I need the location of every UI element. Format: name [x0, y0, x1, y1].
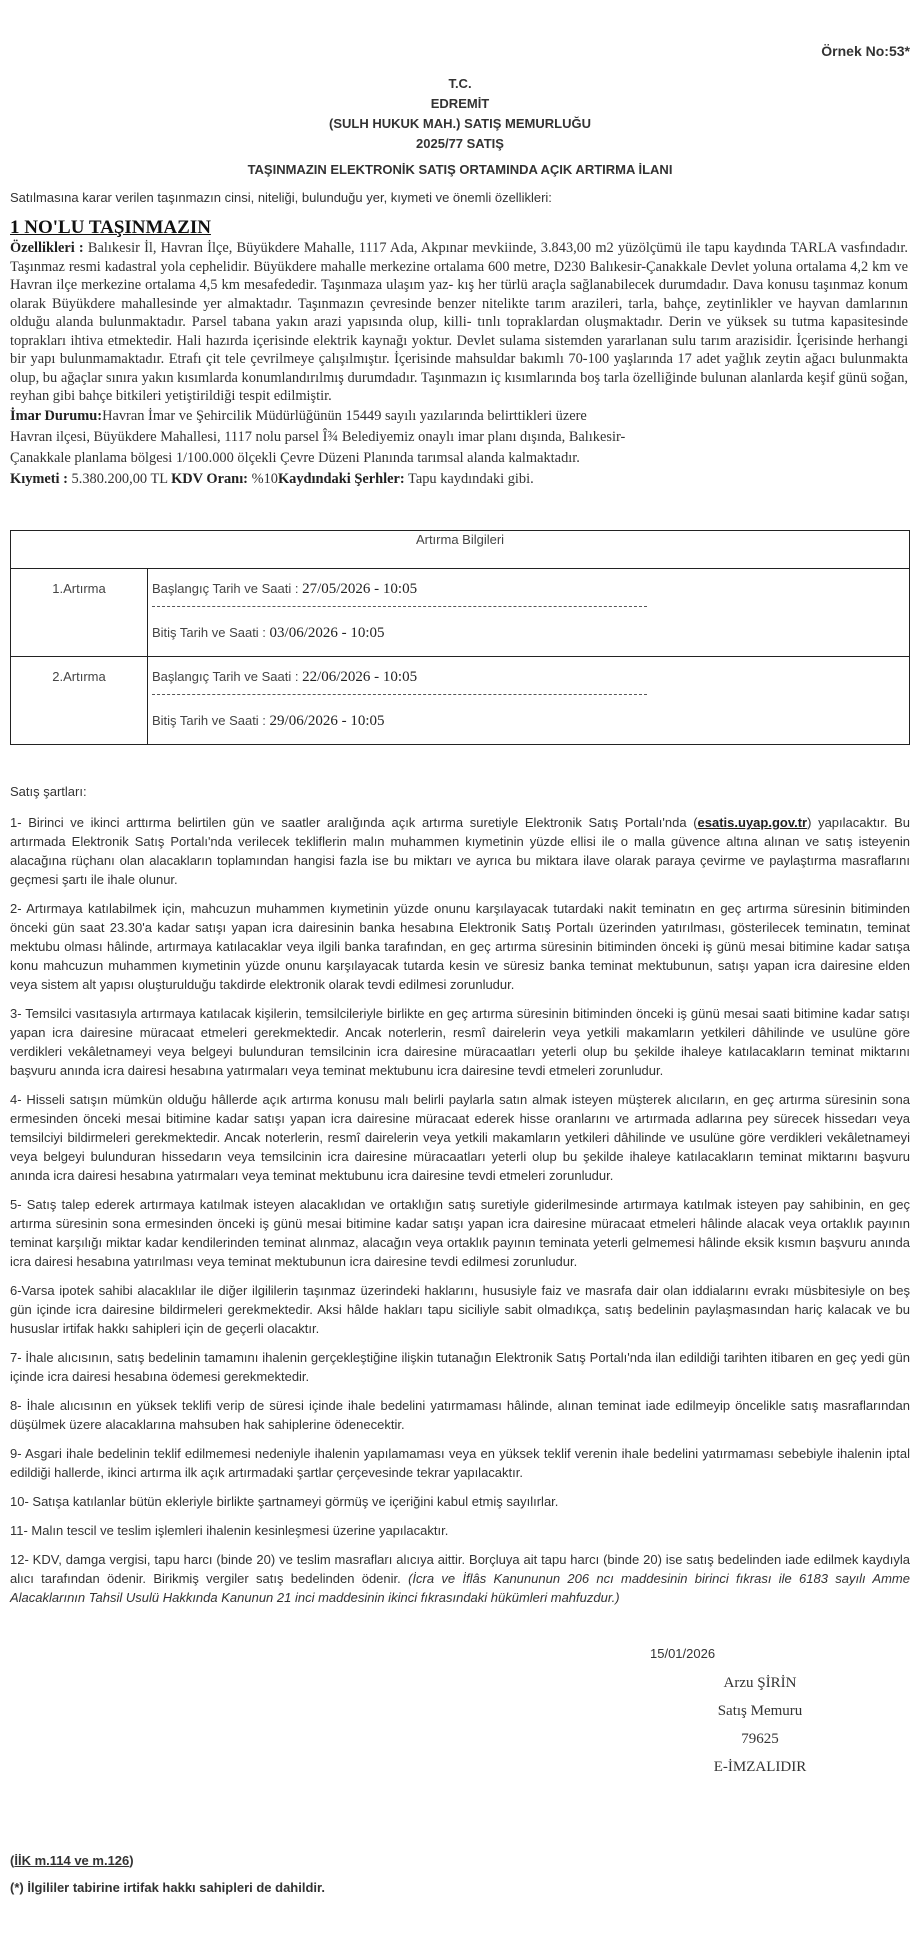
- features-text: Balıkesir İl, Havran İlçe, Büyükdere Mahalle, 1117 Ada, Akpınar mevkiinde, 3.843,00 m2 yüzölçümü ile tapu kaydında TARLA vasfındadır. Taşınmaz resmi kadastral yola cephelidir. Büyükdere mahalle merkezine ortalama 600 metre, D230 Balıkesir-Çanakkale Devlet yoluna ortalama 4,2 km ve Havran ilçe merkezine ortalama 4,5 km mesafededir. Taşınmaza ulaşım yaz- kış her türlü araçla sağlanabilecek durumdadır. Dava konusu taşınmaz konum olarak Büyükdere mahallesinde yer almaktadır. Taşınmazın çevresinde benzer nitelikte tarım arazileri, tarla, bahçe, zeytinlikler ve hayvan damlarının olduğu alanda bulunmaktadır. Parsel tabana yakın arazi yapısında olup, killi- tınlı topraklardan oluşmaktadır. Derin ve yüksek su tutma kapasitesinde toprakları ihtiva etmektedir. Hali hazırda içerisinde elektrik kaynağı yoktur. Devlet sulama sistemden yararlanan sulu tarım arazisidir. İçerisinde herhangi bir yapı bulunmamaktadır. Etrafı çit tele çevrilmeye çalışılmıştır. İçerisinde mahsuldar bakımlı 70-100 yaşlarında 17 adet yağlık zeytin ağacı bulunmakta olup, bu ağaçlar sınıra yakın kısımlarda konumlandırılmış durumdadır. Taşınmazın iç kısımlarında boş tarla özelliğinde bulunan alanlarda keşif günü soğan, reyhan gibi bahçe bitkileri yetiştirildiği tespit edilmiştir.: [10, 240, 908, 404]
- heading-line-file: 2025/77 SATIŞ: [416, 136, 504, 151]
- zoning-line-3: Çanakkale planlama bölgesi 1/100.000 ölçekli Çevre Düzeni Planında tarımsal alanda kalmaktadır.: [10, 449, 580, 466]
- round-label: 1.Artırma: [11, 569, 148, 657]
- condition-11: 11- Malın tescil ve teslim işlemleri ihalenin kesinleşmesi üzerine yapılacaktır.: [10, 1523, 449, 1538]
- e-signature-status: E-İMZALIDIR: [713, 1759, 807, 1775]
- annotations-value: Tapu kaydındaki gibi.: [404, 470, 534, 487]
- round-label: 2.Artırma: [11, 657, 148, 745]
- heading-line-tc: T.C.: [448, 76, 472, 91]
- auction-round-row: [11, 569, 910, 657]
- condition-1: [10, 813, 910, 889]
- round-dates: [148, 657, 910, 745]
- vat-rate: %10: [247, 470, 278, 487]
- legal-reference: [10, 1853, 134, 1868]
- property-section: [10, 216, 908, 490]
- valuation-line: [10, 469, 908, 490]
- dashed-divider: [152, 694, 647, 695]
- condition-9: 9- Asgari ihale bedelinin teklif edilmemesi nedeniyle ihalenin yapılamaması veya en yüksek teklif verenin ihale bedelini yatırmaması sebebiyle ihalenin iptal edildiği hallerde, ikinci artırma ilk açık artırmadaki şartlar çerçevesinde tekrar yapılacaktır.: [10, 1446, 910, 1480]
- condition-7: 7- İhale alıcısının, satış bedelinin tamamını ihalenin gerçekleştiğine ilişkin tutanağın Elektronik Satış Portalı'nda ilan edildiği tarihten itibaren en geç yedi gün içinde icra dairesi hesabına ödemesi gerekmektedir.: [10, 1350, 910, 1384]
- heading-line-city: EDREMİT: [430, 96, 490, 111]
- signer-name: Arzu ŞİRİN: [723, 1675, 797, 1691]
- annotations-label: Kaydındaki Şerhler:: [277, 470, 405, 487]
- signer-number: 79625: [741, 1731, 779, 1747]
- property-title: 1 NO'LU TAŞINMAZIN: [10, 217, 211, 238]
- zoning-label: İmar Durumu:: [10, 407, 103, 424]
- end-datetime: 03/06/2026 - 10:05: [269, 625, 385, 641]
- signature-block: [700, 1669, 820, 1781]
- property-features: [10, 239, 908, 406]
- start-datetime: 27/05/2026 - 10:05: [302, 581, 418, 597]
- signer-role: Satış Memuru: [717, 1703, 803, 1719]
- esatis-link[interactable]: esatis.uyap.gov.tr: [697, 815, 808, 830]
- features-label: Özellikleri :: [10, 240, 84, 256]
- ref-open: (: [10, 1853, 15, 1868]
- document-title: TAŞINMAZIN ELEKTRONİK SATIŞ ORTAMINDA AÇIK ARTIRMA İLANI: [247, 162, 673, 177]
- end-datetime: 29/06/2026 - 10:05: [269, 713, 385, 729]
- auction-info-table: [10, 530, 910, 745]
- auction-info-header: Artırma Bilgileri: [11, 531, 910, 569]
- zoning-line-1: Havran İmar ve Şehircilik Müdürlüğünün 15449 sayılı yazılarında belirttikleri üzere: [102, 407, 587, 424]
- auction-round-row: [11, 657, 910, 745]
- zoning-status: [10, 406, 908, 469]
- condition-10: 10- Satışa katılanlar bütün ekleriyle birlikte şartnameyi görmüş ve içeriğini kabul etmiş sayılırlar.: [10, 1494, 559, 1509]
- start-label: Başlangıç Tarih ve Saati :: [152, 669, 303, 684]
- conditions-label: Satış şartları:: [10, 784, 87, 799]
- condition-4: 4- Hisseli satışın mümkün olduğu hâllerde açık artırma konusu malı belirli paylarla satın almak isteyen müşterek alıcıların, en geç artırma süresinin sona ermesinden önceki mesai bitimine kadar satışı yapan icra dairesine müracaat ederek hisse oranlarını ve artırmada adlarına pey sürecek hissedarı veya temsilciyi bildirmeleri gerekmektedir. Ancak noterlerin, resmî dairelerin veya yetkili makamların yetkileri dâhilinde ve usulüne göre verdikleri vekâletnameyi veya belgeyi bulunduran hissedarın veya temsilcinin icra dairesine müracaatları yeterli olup bu şekilde ihaleye katılacakların teminat miktarını başvuru anında icra dairesi hesabına yatırmaları veya teminat mektubunu icra dairesine tevdi etmeleri zorunludur.: [10, 1092, 910, 1183]
- end-label: Bitiş Tarih ve Saati :: [152, 625, 270, 640]
- start-datetime: 22/06/2026 - 10:05: [302, 669, 418, 685]
- end-label: Bitiş Tarih ve Saati :: [152, 713, 270, 728]
- condition-1-text-b: ) yapılacaktır. Bu artırmada Elektronik Satış Portalı'nda verilecek tekliflerin malın muhammen kıymetinin yüzde ellisi ile o malla güvence altına alınan ve satış isteyenin alacağına rüçhanı olan alacakların toplamından hangisi fazla ise bu miktarı ve ayrıca bu miktara ilave olarak paraya çevirme ve paylaştırma masraflarını geçmesi şartı ile ihale olunur.: [10, 815, 910, 887]
- condition-5: 5- Satış talep ederek artırmaya katılmak isteyen alacaklıdan ve ortaklığın satış suretiyle giderilmesinde artırmaya katılmak isteyen pay sahibinin, en geç artırma süresinin sona ermesinden önceki iş günü mesai bitimine kadar satışı yapan icra dairesine müracaat etmeleri hâlinde alacak veya ortaklık payının teminat karşılığı miktar kadar kendilerinden teminat alınmaz, alacağın veya ortaklık payının teminata yeterli gelmemesi hâlinde eksik kısmın başvuru anında icra dairesi hesabına yatırılması veya teminat mektubunun icra dairesine tevdi edilmesi zorunludur.: [10, 1197, 910, 1269]
- condition-12-legal-note: (İcra ve İflâs Kanununun 206 ncı maddesinin birinci fıkrası ile 6183 sayılı Amme Alacaklarının Tahsil Usulü Hakkında Kanunun 21 inci maddesinin ikinci fıkrasındaki hükümleri mahfuzdur.): [10, 1571, 910, 1605]
- condition-12: [10, 1550, 910, 1607]
- ref-text: İİK m.114 ve m.126: [14, 1853, 130, 1868]
- condition-8: 8- İhale alıcısının en yüksek teklifi verip de süresi içinde ihale bedelini yatırmaması hâlinde, alınan teminat iade edilmeyip öncelikle satış masraflarından düşülmek üzere alacaklarına mahsuben hak sahiplerine ödenecektir.: [10, 1398, 910, 1432]
- document-heading: [0, 74, 920, 154]
- sale-conditions: [10, 782, 910, 1617]
- zoning-line-2: Havran ilçesi, Büyükdere Mahallesi, 1117 nolu parsel Î¾ Belediyemiz onaylı imar planı dışında, Balıkesir-: [10, 428, 626, 445]
- value-amount: 5.380.200,00 TL: [67, 470, 172, 487]
- dashed-divider: [152, 606, 647, 607]
- condition-12-text: 12- KDV, damga vergisi, tapu harcı (binde 20) ve teslim masrafları alıcıya aittir. Borçluya ait tapu harcı (binde 20) ise satış bedelinden iade edilmek kaydıyla alıcı tarafından ödenir. Birikmiş vergiler satış bedelinden ödenir.: [10, 1552, 910, 1586]
- condition-2: 2- Artırmaya katılabilmek için, mahcuzun muhammen kıymetinin yüzde onunu karşılayacak tutardaki nakit teminatın en geç artırma süresinin bitiminden önceki gün saat 23.30'a kadar satışı yapan icra dairesinin banka hesabına Elektronik Satış Portalı üzerinden yatırılması, gösterilecek teminatın, teminat mektubu olması hâlinde, artırmaya katılacaklar veya ilgili banka tarafından, en geç artırma süresinin bitiminden önceki iş günü mesai bitimine kadar satışa konu mahcuzun muhammen kıymetinin yüzde onunu karşılayacak tutarda kesin ve süresiz banka teminat mektubunun, satışı yapan icra dairesine elden veya sistem alt yapısı oluşturulduğu takdirde elektronik olarak tevdi edilmesi zorunludur.: [10, 901, 910, 992]
- document-date: 15/01/2026: [650, 1646, 716, 1661]
- intro-text: Satılmasına karar verilen taşınmazın cinsi, niteliği, bulunduğu yer, kıymeti ve önemli özellikleri:: [10, 190, 552, 205]
- ref-close: ): [129, 1853, 134, 1868]
- condition-6: 6-Varsa ipotek sahibi alacaklılar ile diğer ilgililerin taşınmaz üzerindeki haklarını, hususiyle faiz ve masrafa dair olan iddialarını evrakı müsbitesiyle on beş gün içinde icra dairesine bildirmeleri gerekmektedir. Aksi hâlde hakları tapu siciliyle sabit olmadıkça, satış bedelinin paylaşmasından hariç kalacak ve bu hususlar irtifak hakkı sahipleri için de geçerli olacaktır.: [10, 1283, 910, 1336]
- sample-number: Örnek No:53*: [821, 43, 910, 59]
- heading-line-office: (SULH HUKUK MAH.) SATIŞ MEMURLUĞU: [329, 116, 591, 131]
- condition-1-text-a: 1- Birinci ve ikinci arttırma belirtilen gün ve saatler aralığında açık artırma suretiyle Elektronik Satış Portalı'nda (: [10, 815, 698, 830]
- value-label: Kıymeti :: [10, 470, 68, 487]
- vat-label: KDV Oranı:: [171, 470, 248, 487]
- condition-3: 3- Temsilci vasıtasıyla artırmaya katılacak kişilerin, temsilcileriyle birlikte en geç artırma süresinin bitiminden önceki iş günü mesai saati bitimine kadar satışı yapan icra dairesine müracaat etmeleri gerekmektedir. Ancak noterlerin, resmî dairelerin veya yetkili makamların yetkileri dâhilinde ve usulüne göre verdikleri vekâletnameyi veya belgeyi bulunduran temsilcinin icra dairesine müracaatları yeterli olup bu şekilde ihaleye katılacakların teminat miktarını başvuru anında icra dairesi hesabına yatırmaları veya teminat mektubunu icra dairesine tevdi etmeleri zorunludur.: [10, 1006, 910, 1078]
- footnote: (*) İlgililer tabirine irtifak hakkı sahipleri de dahildir.: [10, 1880, 325, 1895]
- start-label: Başlangıç Tarih ve Saati :: [152, 581, 303, 596]
- round-dates: [148, 569, 910, 657]
